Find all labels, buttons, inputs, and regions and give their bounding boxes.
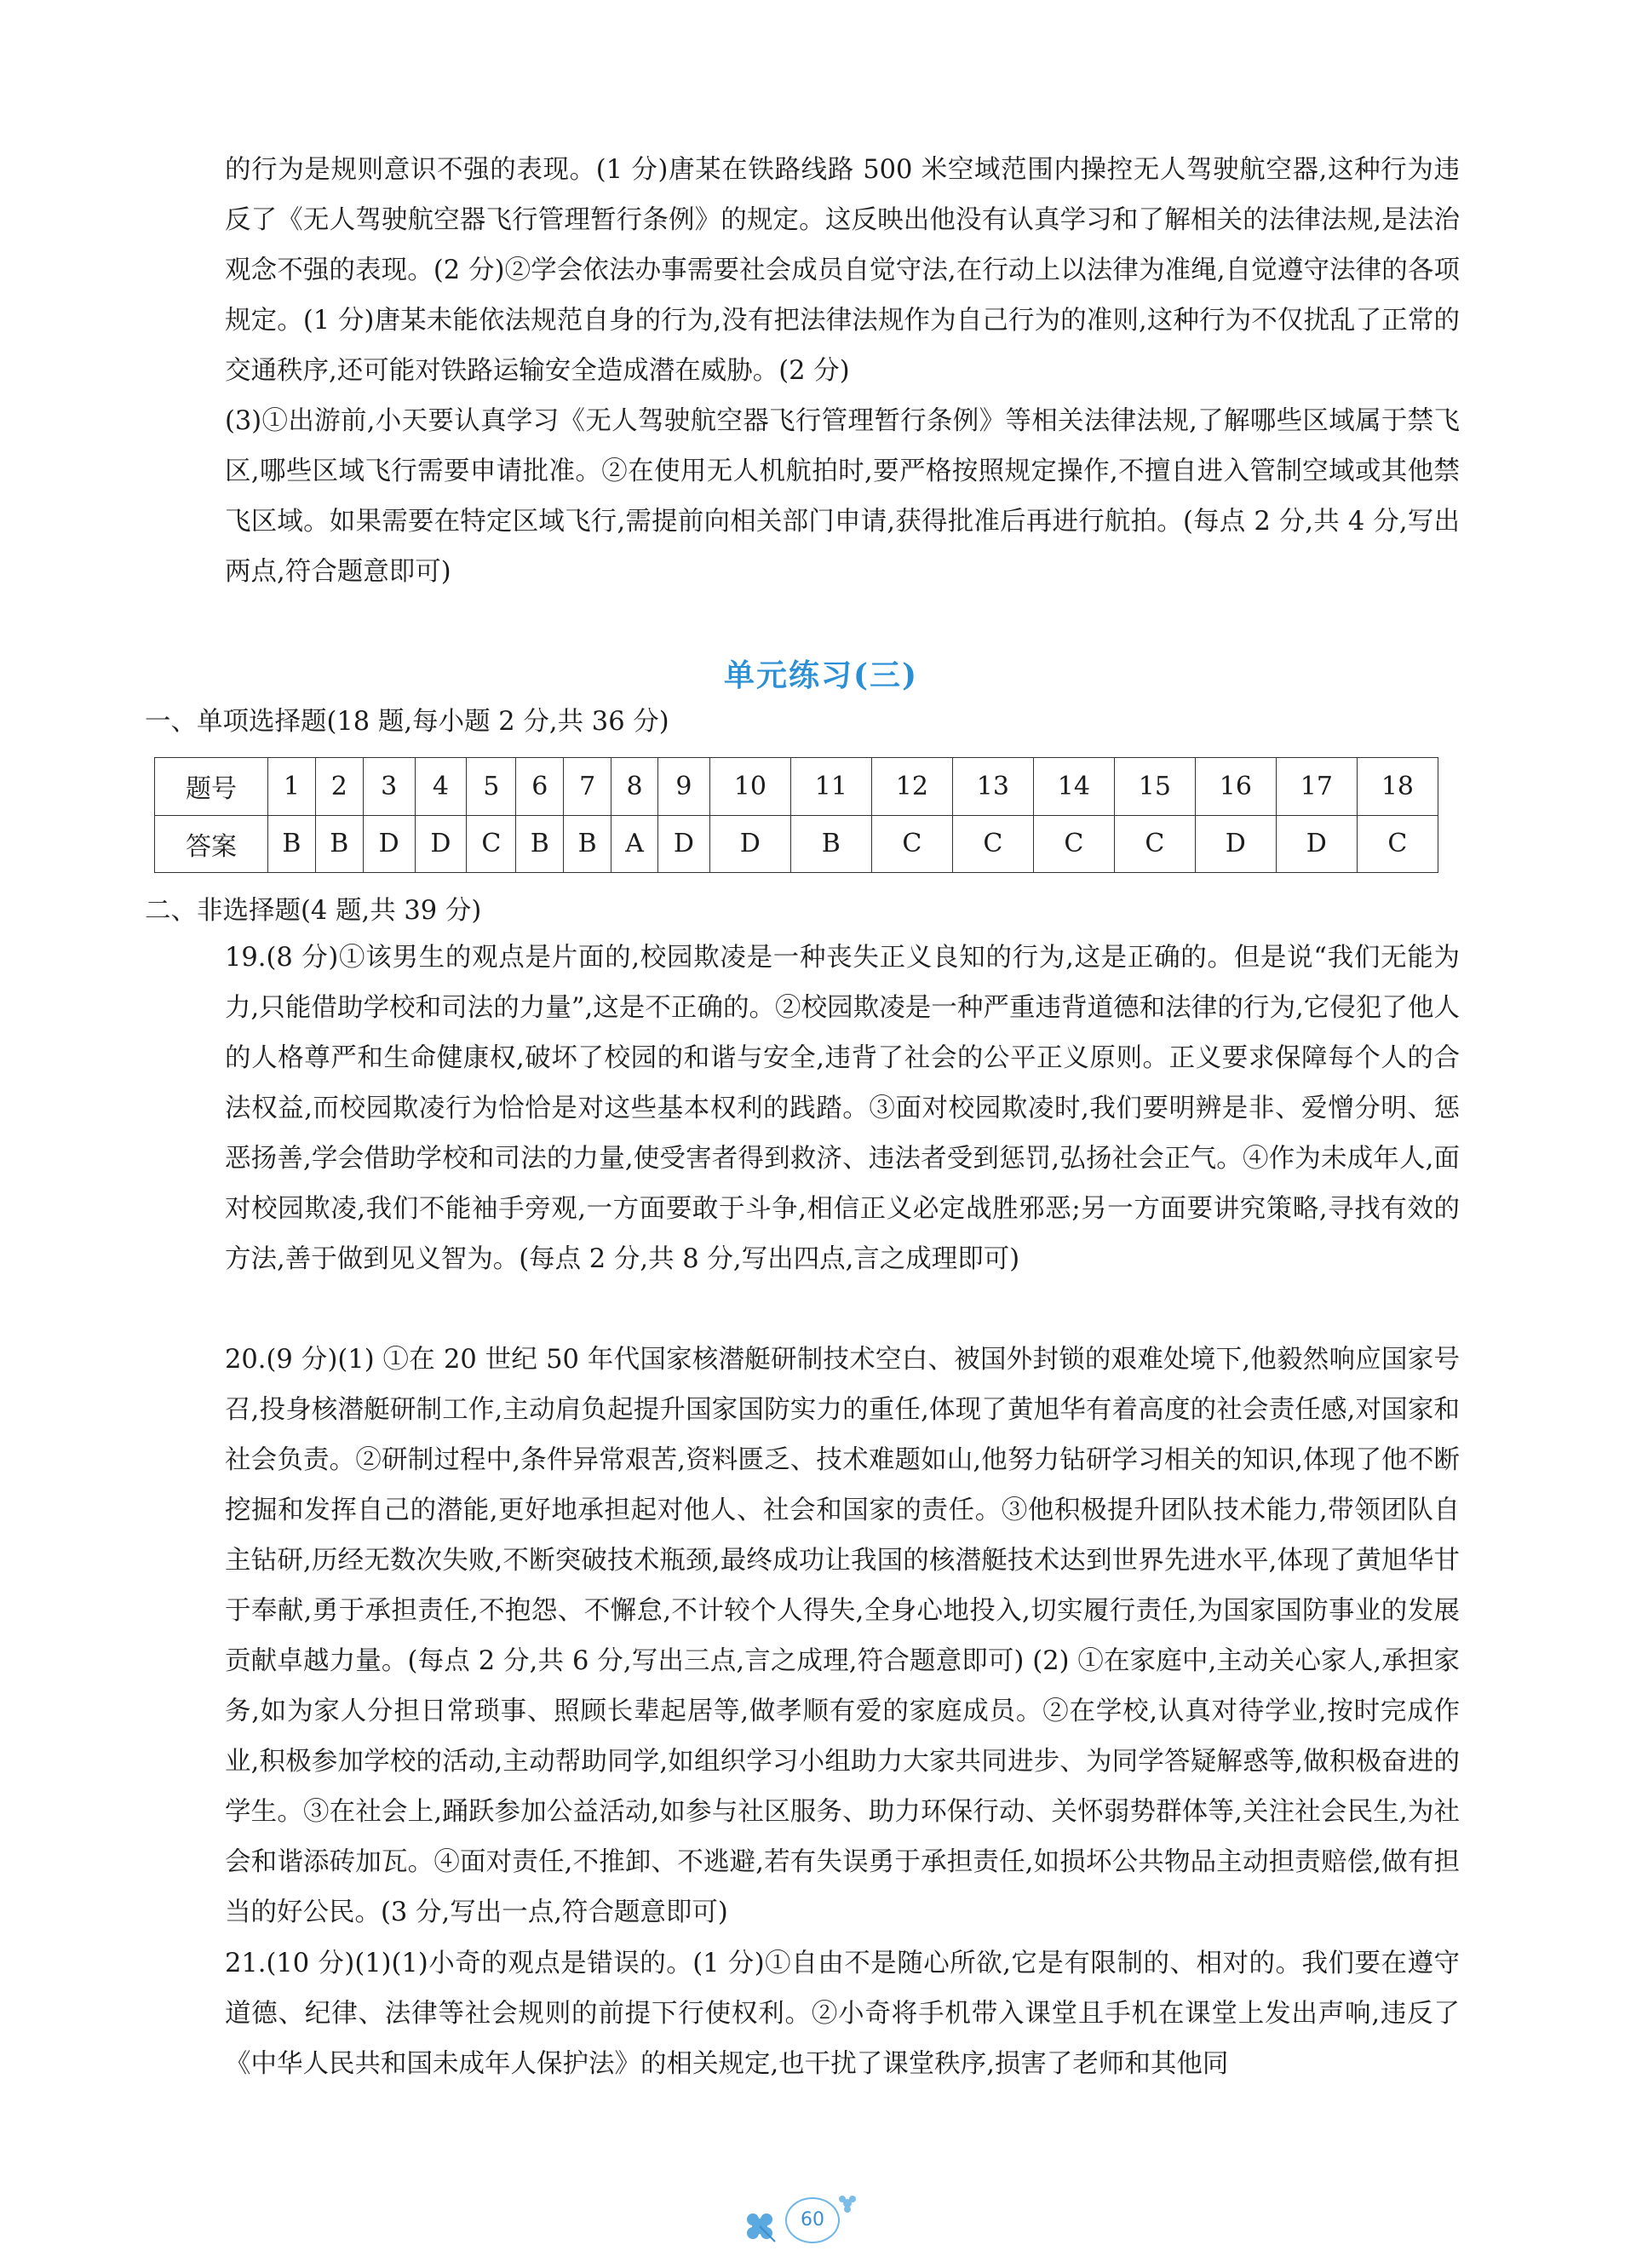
table-cell-number: 1 bbox=[268, 758, 316, 816]
question-19: 19.(8 分)①该男生的观点是片面的,校园欺凌是一种丧失正义良知的行为,这是正确的。但是说“我们无能为力,只能借助学校和司法的力量”,这是不正确的。②校园欺凌是一种严重违背道德和法律的行为,它侵犯了他人的人格尊严和生命健康权,破坏了校园的和谐与安全,违背了社会的公平正义原则。正义要求保障每个人的合法权益,而校园欺凌行为恰恰是对这些基本权利的践踏。③面对校园欺凌时,我们要明辨是非、爱憎分明、惩恶扬善,学会借助学校和司法的力量,使受害者得到救济、违法者受到惩罚,弘扬社会正气。④作为未成年人,面对校园欺凌,我们不能袖手旁观,一方面要敢于斗争,相信正义必定战胜邪恶;另一方面要讲究策略,寻找有效的方法,善于做到见义智为。(每点 2 分,共 8 分,写出四点,言之成理即可) bbox=[225, 943, 1460, 1274]
table-cell-number: 11 bbox=[790, 758, 871, 816]
table-cell-number: 18 bbox=[1357, 758, 1438, 816]
table-cell-answer: D bbox=[415, 815, 467, 873]
table-cell-number: 2 bbox=[315, 758, 363, 816]
table-cell-number: 3 bbox=[363, 758, 415, 816]
table-cell-number: 17 bbox=[1276, 758, 1357, 816]
table-header-number: 题号 bbox=[155, 758, 268, 816]
question-21: 21.(10 分)(1)(1)小奇的观点是错误的。(1 分)①自由不是随心所欲,它是有限制的、相对的。我们要在遵守道德、纪律、法律等社会规则的前提下行使权利。②小奇将手机带入课堂且手机在课堂上发出声响,违反了《中华人民共和国未成年人保护法》的相关规定,也干扰了课堂秩序,损害了老师和其他同 bbox=[225, 1949, 1460, 2079]
small-leaf-icon bbox=[835, 2190, 860, 2216]
table-cell-number: 6 bbox=[516, 758, 564, 816]
table-cell-answer: C bbox=[1114, 815, 1195, 873]
answer-table bbox=[154, 757, 1438, 873]
table-cell-answer: B bbox=[268, 815, 316, 873]
unit-title: 单元练习(三) bbox=[723, 657, 919, 693]
question-20: 20.(9 分)(1) ①在 20 世纪 50 年代国家核潜艇研制技术空白、被国外封锁的艰难处境下,他毅然响应国家号召,投身核潜艇研制工作,主动肩负起提升国家国防实力的重任,体现了黄旭华有着高度的社会责任感,对国家和社会负责。②研制过程中,条件异常艰苦,资料匮乏、技术难题如山,他努力钻研学习相关的知识,体现了他不断挖掘和发挥自己的潜能,更好地承担起对他人、社会和国家的责任。③他积极提升团队技术能力,带领团队自主钻研,历经无数次失败,不断突破技术瓶颈,最终成功让我国的核潜艇技术达到世界先进水平,体现了黄旭华甘于奉献,勇于承担责任,不抱怨、不懈怠,不计较个人得失,全身心地投入,切实履行责任,为国家国防事业的发展贡献卓越力量。(每点 2 分,共 6 分,写出三点,言之成理,符合题意即可) (2) ①在家庭中,主动关心家人,承担家务,如为家人分担日常琐事、照顾长辈起居等,做孝顺有爱的家庭成员。②在学校,认真对待学业,按时完成作业,积极参加学校的活动,主动帮助同学,如组织学习小组助力大家共同进步、为同学答疑解惑等,做积极奋进的学生。③在社会上,踊跃参加公益活动,如参与社区服务、助力环保行动、关怀弱势群体等,关注社会民生,为社会和谐添砖加瓦。④面对责任,不推卸、不逃避,若有失误勇于承担责任,如损坏公共物品主动担责赔偿,做有担当的好公民。(3 分,写出一点,符合题意即可) bbox=[225, 1345, 1460, 1927]
table-cell-answer: B bbox=[790, 815, 871, 873]
paragraph-continuation: 的行为是规则意识不强的表现。(1 分)唐某在铁路线路 500 米空域范围内操控无人驾驶航空器,这种行为违反了《无人驾驶航空器飞行管理暂行条例》的规定。这反映出他没有认真学习和了解相关的法律法规,是法治观念不强的表现。(2 分)②学会依法办事需要社会成员自觉守法,在行动上以法律为准绳,自觉遵守法律的各项规定。(1 分)唐某未能依法规范自身的行为,没有把法律法规作为自己行为的准则,这种行为不仅扰乱了正常的交通秩序,还可能对铁路运输安全造成潜在威胁。(2 分) bbox=[225, 155, 1460, 386]
leaf-icon bbox=[741, 2201, 792, 2252]
table-cell-answer: B bbox=[516, 815, 564, 873]
table-cell-number: 7 bbox=[564, 758, 611, 816]
table-cell-number: 9 bbox=[658, 758, 710, 816]
table-cell-answer: D bbox=[1195, 815, 1276, 873]
table-cell-answer: C bbox=[1033, 815, 1114, 873]
table-cell-number: 13 bbox=[952, 758, 1033, 816]
page-footer bbox=[741, 2190, 911, 2250]
table-cell-number: 5 bbox=[467, 758, 516, 816]
table-cell-number: 8 bbox=[611, 758, 658, 816]
table-row-answers bbox=[155, 815, 1438, 873]
table-cell-number: 10 bbox=[709, 758, 790, 816]
section-title-choice: 一、单项选择题(18 题,每小题 2 分,共 36 分) bbox=[145, 707, 669, 737]
table-cell-answer: C bbox=[1357, 815, 1438, 873]
table-cell-answer: C bbox=[467, 815, 516, 873]
page-number: 60 bbox=[785, 2197, 840, 2243]
table-cell-answer: D bbox=[658, 815, 710, 873]
table-cell-answer: D bbox=[709, 815, 790, 873]
table-row-numbers bbox=[155, 758, 1438, 816]
table-cell-answer: C bbox=[871, 815, 952, 873]
table-cell-answer: D bbox=[363, 815, 415, 873]
table-cell-answer: B bbox=[315, 815, 363, 873]
table-cell-number: 15 bbox=[1114, 758, 1195, 816]
table-cell-answer: C bbox=[952, 815, 1033, 873]
section-title-nonchoice: 二、非选择题(4 题,共 39 分) bbox=[145, 896, 482, 926]
table-cell-number: 14 bbox=[1033, 758, 1114, 816]
table-cell-number: 16 bbox=[1195, 758, 1276, 816]
table-cell-number: 4 bbox=[415, 758, 467, 816]
table-header-answer: 答案 bbox=[155, 815, 268, 873]
table-cell-answer: B bbox=[564, 815, 611, 873]
table-cell-number: 12 bbox=[871, 758, 952, 816]
paragraph-question-3: (3)①出游前,小天要认真学习《无人驾驶航空器飞行管理暂行条例》等相关法律法规,了解哪些区域属于禁飞区,哪些区域飞行需要申请批准。②在使用无人机航拍时,要严格按照规定操作,不擅自进入管制空域或其他禁飞区域。如果需要在特定区域飞行,需提前向相关部门申请,获得批准后再进行航拍。(每点 2 分,共 4 分,写出两点,符合题意即可) bbox=[225, 406, 1460, 587]
table-cell-answer: D bbox=[1276, 815, 1357, 873]
table-cell-answer: A bbox=[611, 815, 658, 873]
